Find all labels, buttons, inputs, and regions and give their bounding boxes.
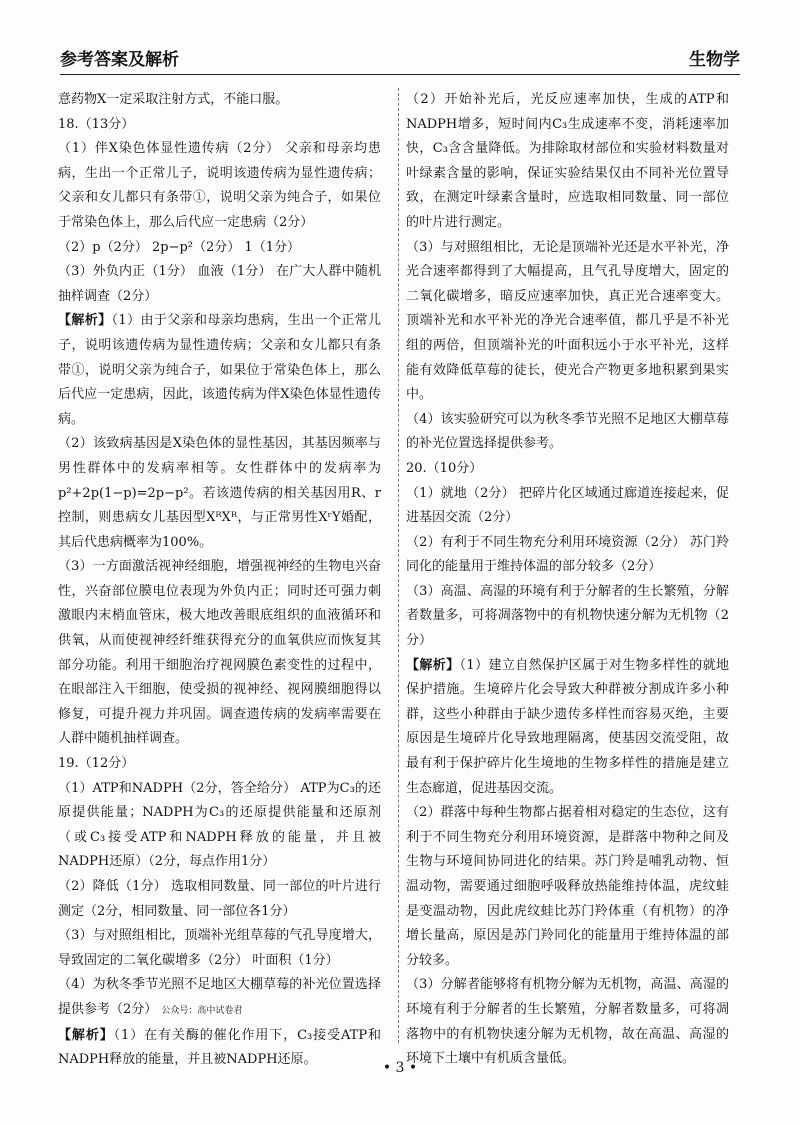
q18-answer-3: （3）外负内正（1分） 血液（1分） 在广大人群中随机抽样调查（2分） [58, 264, 381, 304]
question-20-heading: 20.（10分） [406, 460, 483, 476]
q20-analysis-2: （2）群落中每种生物都占据着相对稳定的生态位，这有利于不同生物充分利用环境资源，是群落中物种之间及生物与环境间协同进化的结果。苏门羚是哺乳动物、恒温动物，需要通过细胞呼吸释放热能维持体温，虎纹蛙是变温动物，因此虎纹蛙比苏门羚体重（有机物）的净增长量高，原因是苏门羚同化的能量用于维持体温的部分较多。 [406, 805, 729, 968]
paragraph: 意药物X一定采取注射方式，不能口服。 [58, 92, 289, 107]
column-divider [398, 88, 399, 1043]
q19-answer-2: （2）降低（1分） 选取相同数量、同一部位的叶片进行测定（2分，相同数量、同一部位各1分） [58, 879, 381, 919]
header-left-title: 参考答案及解析 [60, 50, 179, 70]
q19-analysis-2: （2）开始补光后，光反应速率加快，生成的ATP和NADPH增多，短时间内C₃生成速率不变，消耗速率加快，C₃含含量降低。为排除取材部位和实验材料数量对叶绿素含量的影响，保证实验结果仅由不同补光位置导致，在测定叶绿素含量时，应选取相同数量、同一部位的叶片进行测定。 [406, 92, 729, 230]
q19-answer-4-text: （4）为秋冬季节光照不足地区大棚草莓的补光位置选择提供参考（2分） [58, 977, 381, 1017]
watermark-text: 公众号：高中试卷君 [161, 1005, 243, 1016]
q18-answer-1: （1）伴X染色体显性遗传病（2分） 父亲和母亲均患病，生出一个正常儿子，说明该遗传病为显性遗传病；父亲和女儿都只有条带①，说明父亲为纯合子，如果位于常染色体上，那么后代应一定患病（2分） [58, 141, 381, 230]
q20-answer-3: （3）高温、高湿的环境有利于分解者的生长繁殖，分解者数量多，可将凋落物中的有机物快速分解为无机物（2分） [406, 583, 729, 649]
analysis-tag: 【解析】 [58, 1027, 114, 1043]
q19-answer-4 [58, 973, 381, 1023]
q18-answer-2: （2）p（2分） 2p−p²（2分） 1（1分） [58, 239, 300, 255]
q18-analysis-3: （3）一方面激活视神经细胞，增强视神经的生物电兴奋性，兴奋部位膜电位表现为外负内正；同时还可强力刺激眼内末梢血管床，极大地改善眼底组织的血液循环和供氧，从而使视神经纤维获得充分的血氧供应而恢复其部分功能。利用干细胞治疗视网膜色素变性的过程中，在眼部注入干细胞，使受损的视神经、视网膜细胞得以修复，可提升视力并巩固。调查遗传病的发病率需要在人群中随机抽样调查。 [58, 559, 381, 747]
question-18-heading: 18.（13分） [58, 116, 135, 132]
q20-analysis-3: （3）分解者能够将有机物分解为无机物，高温、高湿的环境有利于分解者的生长繁殖，分解者数量多，可将凋落物中的有机物快速分解为无机物，故在高温、高湿的环境下土壤中有机质含量低。 [406, 977, 729, 1067]
analysis-tag: 【解析】 [406, 657, 460, 673]
right-column [406, 88, 729, 1072]
left-column [58, 88, 381, 1073]
header-right-subject: 生物学 [689, 50, 740, 70]
page-header [60, 44, 740, 75]
q20-answer-1: （1）就地（2分） 把碎片化区域通过廊道连接起来，促进基因交流（2分） [406, 485, 729, 526]
q19-analysis-3: （3）与对照组相比，无论是顶端补光还是水平补光，净光合速率都得到了大幅提高，且气孔导度增大，固定的二氧化碳增多，暗反应速率加快，真正光合速率变大。顶端补光和水平补光的净光合速率值，都几乎是不补光组的两倍，但顶端补光的叶面积远小于水平补光，这样能有效降低草莓的徒长，使光合产物更多地积累到果实中。 [406, 239, 729, 403]
q19-analysis-1: 【解析】（1）在有关酶的催化作用下，C₃接受ATP和NADPH释放的能量，并且被NADPH还原。 [58, 1027, 381, 1068]
q18-analysis-1: 【解析】（1）由于父亲和母亲均患病，生出一个正常儿子，说明该遗传病为显性遗传病；父亲和女儿都只有条带①，说明父亲为纯合子，如果位于常染色体上，那么后代应一定患病，因此，该遗传病为伴X染色体显性遗传病。 [58, 313, 381, 427]
q19-answer-1: （1）ATP和NADPH（2分，答全给分） ATP为C₃的还原提供能量；NADPH为C₃的还原提供能量和还原剂（或C₃接受ATP和NADPH释放的能量，并且被NADPH还原）（2分，每点作用1分） [58, 780, 381, 870]
q18-analysis-2: （2）该致病基因是X染色体的显性基因，其基因频率与男性群体中的发病率相等。女性群体中的发病率为p²+2p(1−p)=2p−p²。若该遗传病的相关基因用R、r控制，则患病女儿基因型XᴿXᴿ，与正常男性XʳY婚配，其后代患病概率为100%。 [58, 436, 381, 550]
question-19-heading: 19.（12分） [58, 756, 135, 772]
q19-answer-3: （3）与对照组相比，顶端补光组草莓的气孔导度增大，导致固定的二氧化碳增多（2分） 叶面积（1分） [58, 928, 381, 968]
q19-analysis-4: （4）该实验研究可以为秋冬季节光照不足地区大棚草莓的补光位置选择提供参考。 [406, 411, 729, 452]
q20-answer-2: （2）有利于不同生物充分利用环境资源（2分） 苏门羚同化的能量用于维持体温的部分较多（2分） [406, 534, 729, 575]
analysis-tag: 【解析】 [58, 313, 112, 329]
q20-analysis-1: 【解析】（1）建立自然保护区属于对生物多样性的就地保护措施。生境碎片化会导致大种群被分割成许多小种群，这些小种群由于缺少遗传多样性而容易灭绝，主要原因是生境碎片化导致地理隔离，使基因交流受阻，故最有利于保护碎片化生境地的生物多样性的措施是建立生态廊道，促进基因交流。 [406, 657, 729, 796]
page-number: • 3 • [382, 1060, 418, 1076]
